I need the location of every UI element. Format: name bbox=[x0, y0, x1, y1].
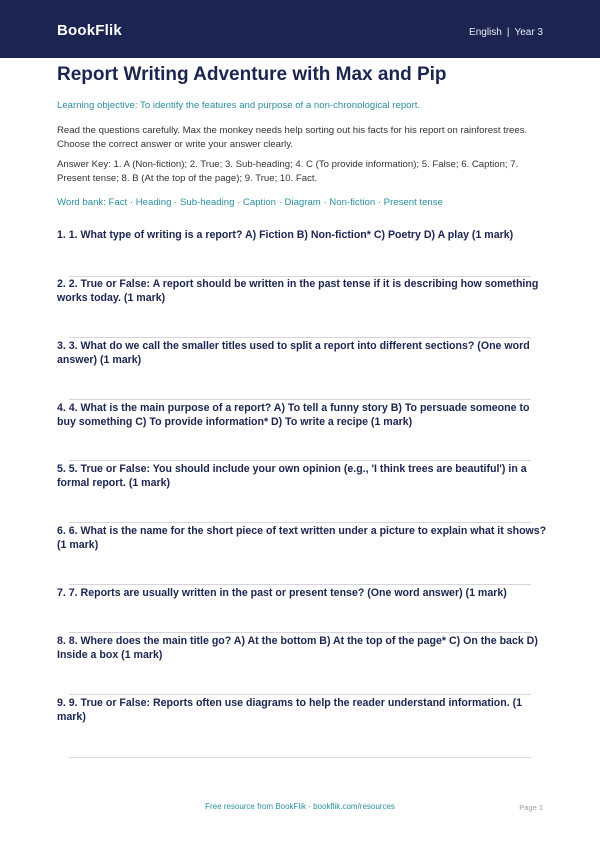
question-9: 9. 9. True or False: Reports often use diagrams to help the reader understand information. (1 mark) bbox=[57, 697, 523, 723]
footer-credit[interactable]: Free resource from BookFlik · bookflik.com/resources bbox=[205, 802, 395, 811]
answer-line[interactable] bbox=[69, 584, 531, 585]
question-8: 8. 8. Where does the main title go? A) At the bottom B) At the top of the page* C) On the back D) Inside a box (1 mark) bbox=[57, 635, 538, 661]
answer-line[interactable] bbox=[69, 694, 531, 695]
subject-label: English bbox=[469, 27, 502, 38]
page-title: Report Writing Adventure with Max and Pip bbox=[57, 64, 447, 85]
answer-line[interactable] bbox=[69, 399, 531, 400]
answer-line[interactable] bbox=[69, 632, 531, 633]
answer-key: Answer Key: 1. A (Non-fiction); 2. True; 3. Sub-heading; 4. C (To provide information); 5. False; 6. Caption; 7. Present tense; 8. B (At the top of the page); 9. True; 10. Fact. bbox=[57, 159, 519, 184]
header-bar bbox=[0, 0, 600, 58]
question-4: 4. 4. What is the main purpose of a report? A) To tell a funny story B) To persuade someone to buy something C) To provide information* D) To write a recipe (1 mark) bbox=[57, 402, 530, 428]
answer-line[interactable] bbox=[69, 337, 531, 338]
header-separator: | bbox=[506, 27, 510, 38]
question-6: 6. 6. What is the name for the short piece of text written under a picture to explain what it shows? (1 mark) bbox=[57, 525, 547, 551]
page-number: Page 1 bbox=[519, 803, 543, 812]
answer-line[interactable] bbox=[69, 460, 531, 461]
answer-line[interactable] bbox=[69, 522, 531, 523]
year-label: Year 3 bbox=[514, 27, 543, 38]
brand-logo[interactable]: BookFlik bbox=[57, 22, 122, 39]
instructions: Read the questions carefully. Max the monkey needs help sorting out his facts for his report on rainforest trees. Choose the correct answer or write your answer clearly. bbox=[57, 125, 528, 150]
header-meta bbox=[469, 27, 543, 38]
question-7: 7. 7. Reports are usually written in the past or present tense? (One word answer) (1 mark) bbox=[57, 587, 507, 599]
question-1: 1. 1. What type of writing is a report? A) Fiction B) Non-fiction* C) Poetry D) A play (1 mark) bbox=[57, 229, 514, 241]
question-3: 3. 3. What do we call the smaller titles used to split a report into different sections? (One word answer) (1 mark) bbox=[57, 340, 530, 366]
answer-line[interactable] bbox=[69, 757, 531, 758]
question-2: 2. 2. True or False: A report should be written in the past tense if it is describing how something works today. (1 mark) bbox=[57, 278, 539, 304]
question-5: 5. 5. True or False: You should include your own opinion (e.g., 'I think trees are beautiful') in a formal report. (1 mark) bbox=[57, 463, 527, 489]
word-bank: Word bank: Fact · Heading · Sub-heading · Caption · Diagram · Non-fiction · Present tense bbox=[57, 197, 443, 208]
learning-objective: Learning objective: To identify the features and purpose of a non-chronological report. bbox=[57, 100, 421, 111]
